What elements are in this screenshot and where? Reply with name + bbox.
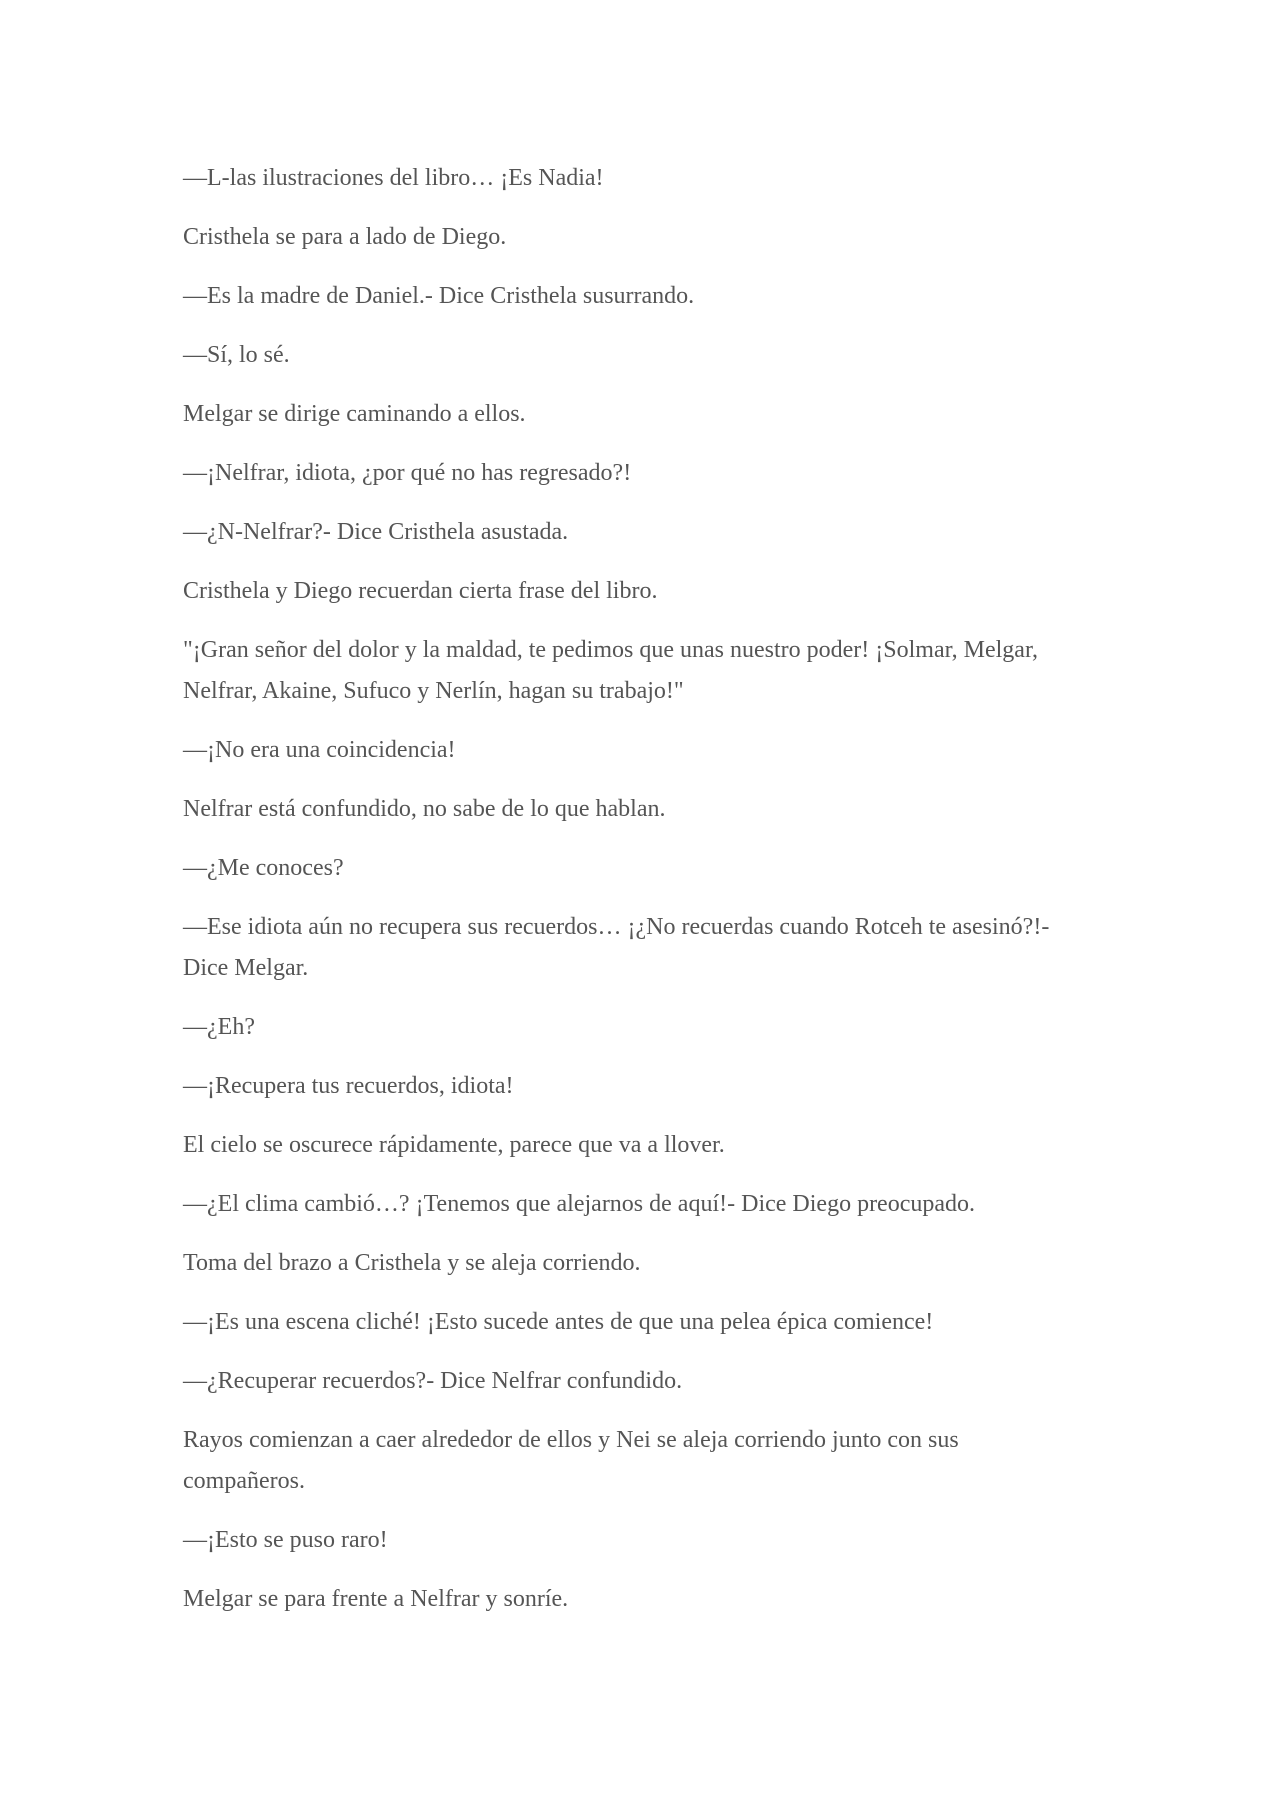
paragraph: Rayos comienzan a caer alrededor de ellos y Nei se aleja corriendo junto con sus compañeros.: [183, 1427, 959, 1494]
paragraph: Cristhela y Diego recuerdan cierta frase del libro.: [183, 578, 658, 604]
paragraph: —¿Me conoces?: [183, 855, 344, 881]
paragraph: "¡Gran señor del dolor y la maldad, te pedimos que unas nuestro poder! ¡Solmar, Melgar, Nelfrar, Akaine, Sufuco y Nerlín, hagan su trabajo!": [183, 637, 1038, 704]
paragraph: —L-las ilustraciones del libro… ¡Es Nadia!: [183, 165, 604, 191]
paragraph: —¿El clima cambió…? ¡Tenemos que alejarnos de aquí!- Dice Diego preocupado.: [183, 1191, 976, 1217]
paragraph: Toma del brazo a Cristhela y se aleja corriendo.: [183, 1250, 641, 1276]
paragraph: —¡Es una escena cliché! ¡Esto sucede antes de que una pelea épica comience!: [183, 1309, 934, 1335]
paragraph: Melgar se dirige caminando a ellos.: [183, 401, 526, 427]
paragraph: —¿Eh?: [183, 1014, 255, 1040]
paragraph: —¡Esto se puso raro!: [183, 1527, 388, 1553]
paragraph: —¡Nelfrar, idiota, ¿por qué no has regresado?!: [183, 460, 632, 486]
paragraph: —¿N-Nelfrar?- Dice Cristhela asustada.: [183, 519, 569, 545]
paragraph: Nelfrar está confundido, no sabe de lo que hablan.: [183, 796, 666, 822]
paragraph: —¡Recupera tus recuerdos, idiota!: [183, 1073, 514, 1099]
paragraph: Melgar se para frente a Nelfrar y sonríe.: [183, 1586, 569, 1612]
paragraph: —Es la madre de Daniel.- Dice Cristhela susurrando.: [183, 283, 695, 309]
document-body: [183, 158, 1083, 1638]
paragraph: —Ese idiota aún no recupera sus recuerdos… ¡¿No recuerdas cuando Rotceh te asesinó?!- Dice Melgar.: [183, 914, 1050, 981]
paragraph: —¡No era una coincidencia!: [183, 737, 456, 763]
paragraph: Cristhela se para a lado de Diego.: [183, 224, 507, 250]
paragraph: —¿Recuperar recuerdos?- Dice Nelfrar confundido.: [183, 1368, 683, 1394]
paragraph: —Sí, lo sé.: [183, 342, 290, 368]
paragraph: El cielo se oscurece rápidamente, parece que va a llover.: [183, 1132, 725, 1158]
